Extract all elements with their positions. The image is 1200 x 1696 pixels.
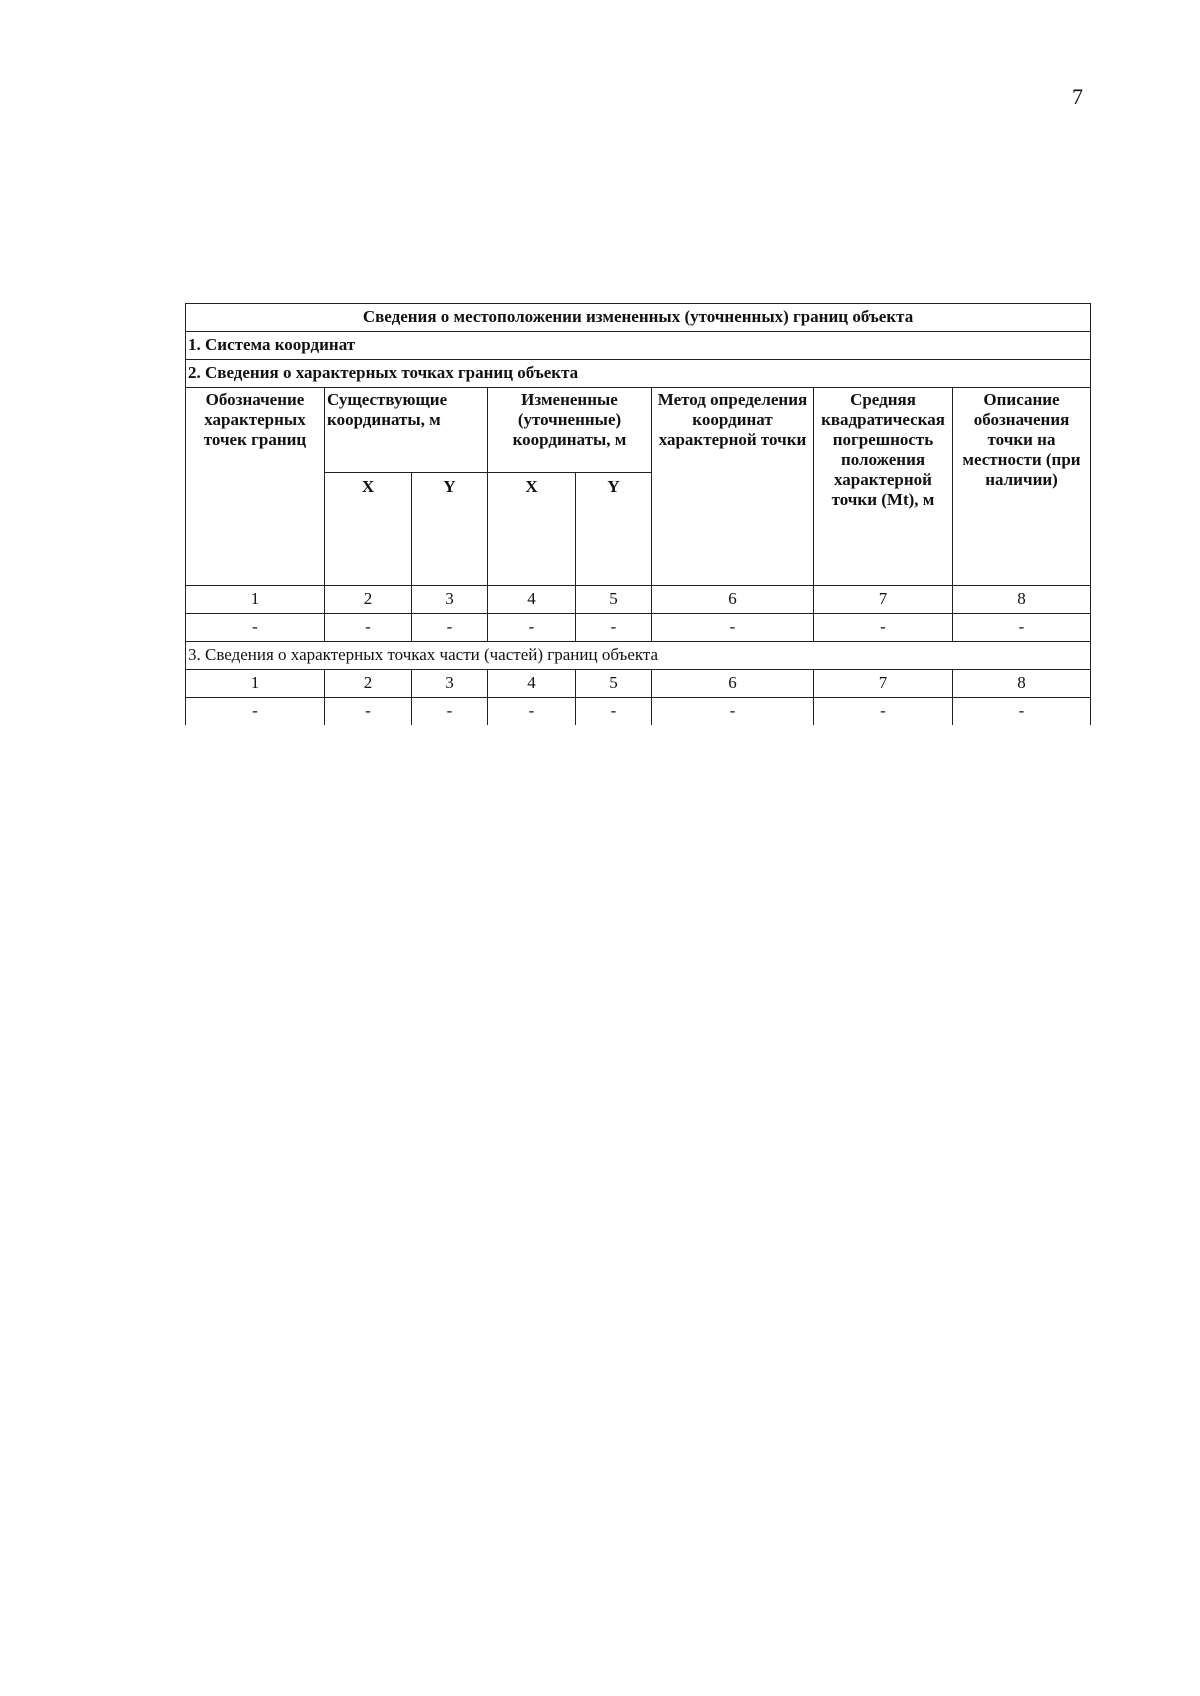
header-changed-coordinates: Измененные (уточненные) координаты, м — [488, 388, 652, 473]
section-3-heading: 3. Сведения о характерных точках части (частей) границ объекта — [186, 642, 1091, 670]
header-mean-error: Средняя квадратическая погрешность положения характерной точки (Mt), м — [814, 388, 953, 586]
section-1-row — [186, 332, 1091, 360]
page-number: 7 — [1072, 84, 1083, 109]
column-number: 1 — [186, 670, 325, 698]
table-cell: - — [412, 614, 488, 642]
column-number: 8 — [953, 586, 1091, 614]
section-2-heading: 2. Сведения о характерных точках границ объекта — [186, 360, 1091, 388]
table-cell: - — [652, 614, 814, 642]
section-2-row — [186, 360, 1091, 388]
header-existing-coordinates: Существующие координаты, м — [325, 388, 488, 473]
header-x-changed: X — [488, 473, 576, 586]
column-number: 1 — [186, 586, 325, 614]
table-cell: - — [814, 614, 953, 642]
column-number: 2 — [325, 586, 412, 614]
table-row — [186, 614, 1091, 642]
table-cell: - — [186, 614, 325, 642]
table-cell: - — [325, 698, 412, 726]
table-row — [186, 698, 1091, 726]
section-3-column-numbers-row — [186, 670, 1091, 698]
table-cell: - — [652, 698, 814, 726]
table-cell: - — [412, 698, 488, 726]
column-number: 3 — [412, 586, 488, 614]
table-title-row — [186, 304, 1091, 332]
table-cell: - — [576, 698, 652, 726]
table-cell: - — [814, 698, 953, 726]
column-number: 7 — [814, 670, 953, 698]
column-number: 4 — [488, 670, 576, 698]
column-header-row — [186, 388, 1091, 473]
table-cell: - — [186, 698, 325, 726]
column-number: 4 — [488, 586, 576, 614]
table-title: Сведения о местоположении измененных (уточненных) границ объекта — [186, 304, 1091, 332]
table-cell: - — [488, 698, 576, 726]
table-cell: - — [325, 614, 412, 642]
column-number: 5 — [576, 586, 652, 614]
column-number: 5 — [576, 670, 652, 698]
header-x-existing: X — [325, 473, 412, 586]
column-number: 2 — [325, 670, 412, 698]
header-y-existing: Y — [412, 473, 488, 586]
header-y-changed: Y — [576, 473, 652, 586]
table-cell: - — [488, 614, 576, 642]
column-number: 7 — [814, 586, 953, 614]
header-method: Метод определения координат характерной точки — [652, 388, 814, 586]
header-point-description: Описание обозначения точки на местности (при наличии) — [953, 388, 1091, 586]
section-3-row — [186, 642, 1091, 670]
table-cell: - — [953, 698, 1091, 726]
column-number: 6 — [652, 586, 814, 614]
column-number: 8 — [953, 670, 1091, 698]
header-point-designation: Обозначение характерных точек границ — [186, 388, 325, 586]
column-number: 6 — [652, 670, 814, 698]
section-1-heading: 1. Система координат — [186, 332, 1091, 360]
column-number: 3 — [412, 670, 488, 698]
boundary-coordinates-table — [185, 303, 1091, 725]
column-numbers-row — [186, 586, 1091, 614]
table-cell: - — [953, 614, 1091, 642]
table-cell: - — [576, 614, 652, 642]
